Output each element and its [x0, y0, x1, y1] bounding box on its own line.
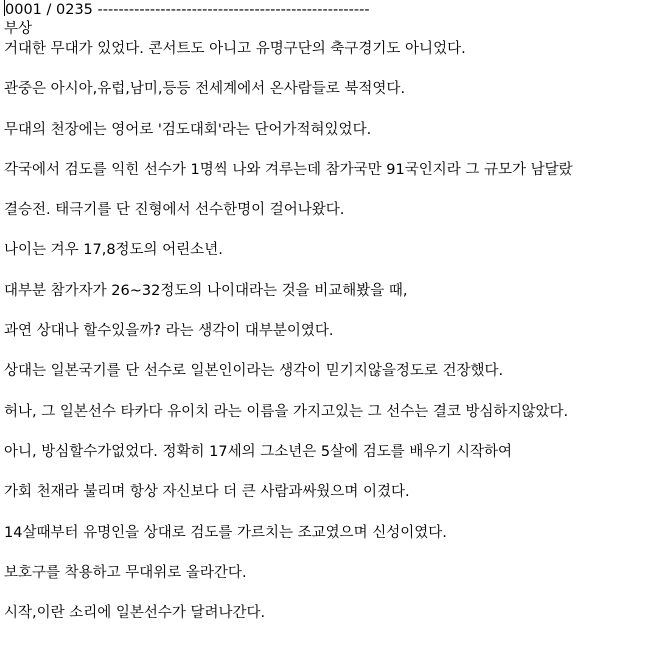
text-line: 14살때부터 유명인을 상대로 검도를 가르치는 조교였으며 신성이였다. — [4, 524, 447, 541]
separator-rule: ---------------------------------------------------- — [92, 2, 370, 18]
text-line: 각국에서 검도를 익힌 선수가 1명씩 나와 겨루는데 참가국만 91국인지라 그 규모가 남달랐 — [4, 161, 573, 178]
text-line: 거대한 무대가 있었다. 콘서트도 아니고 유명구단의 축구경기도 아니었다. — [4, 41, 466, 57]
document-title: 부상 — [4, 21, 33, 37]
document-header — [4, 0, 656, 20]
text-document[interactable] — [4, 0, 656, 643]
text-line: 대부분 참가자가 26~32정도의 나이대라는 것을 비교해봤을 때, — [4, 282, 408, 299]
text-line: 관중은 아시아,유럽,남미,등등 전세계에서 온사람들로 북적엿다. — [4, 81, 406, 98]
text-line: 아니, 방심할수가없었다. 정확히 17세의 그소년은 5살에 검도를 배우기 시작하여 — [4, 443, 512, 460]
page-counter: 0001 / 0235 — [5, 2, 93, 18]
text-line: 상대는 일본국기를 단 선수로 일본인이라는 생각이 믿기지않을정도로 건장했다. — [4, 363, 504, 380]
text-line: 허나, 그 일본선수 타카다 유이치 라는 이름을 가지고있는 그 선수는 결코 방심하지않았다. — [4, 403, 569, 420]
text-line: 무대의 천장에는 영어로 '검도대회'라는 단어가적혀있었다. — [4, 121, 372, 138]
text-line: 결승전. 태극기를 단 진형에서 선수한명이 걸어나왔다. — [4, 202, 345, 219]
text-line: 보호구를 착용하고 무대위로 올라간다. — [4, 564, 247, 581]
text-line: 과연 상대나 할수있을까? 라는 생각이 대부분이였다. — [4, 323, 334, 340]
text-line: 나이는 겨우 17,8정도의 어린소년. — [4, 242, 223, 259]
text-line: 가회 천재라 불리며 항상 자신보다 더 큰 사람과싸웠으며 이겼다. — [4, 484, 410, 501]
text-line: 시작,이란 소리에 일본선수가 달려나간다. — [4, 605, 266, 622]
